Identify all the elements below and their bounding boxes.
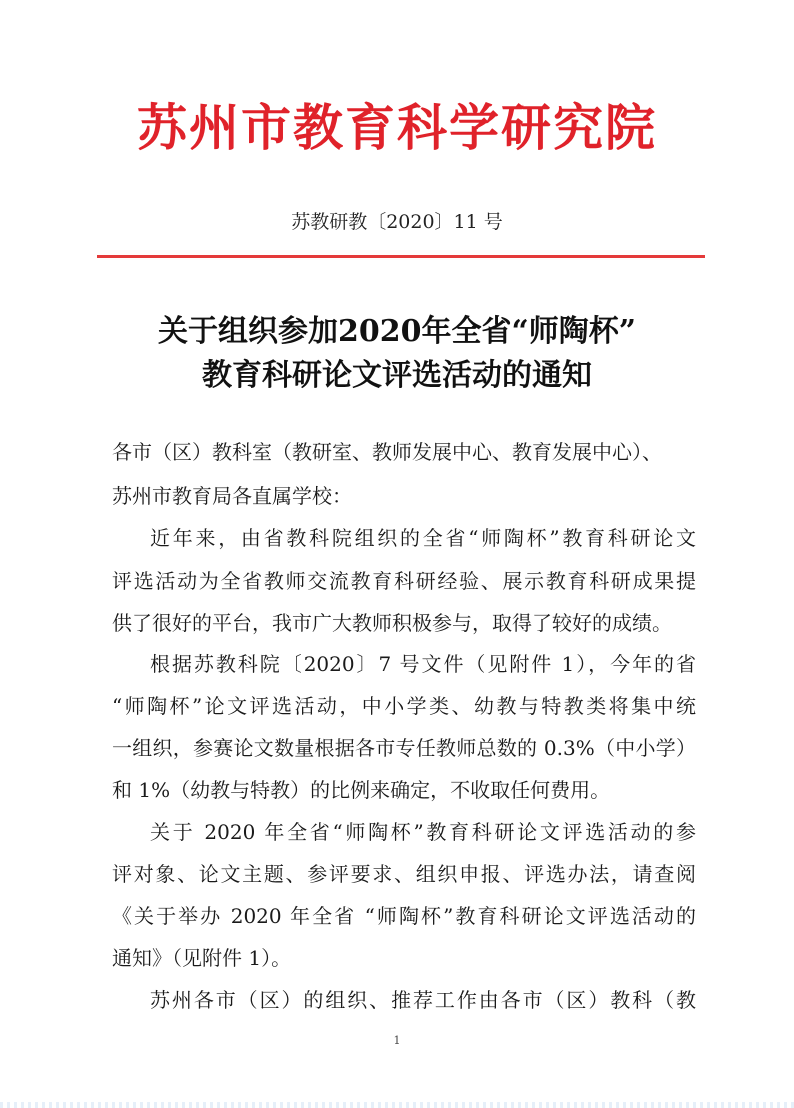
paragraph-1-line-2: 评选活动为全省教师交流教育科研经验、展示教育科研成果提	[112, 569, 696, 593]
paragraph-2-line-1: 根据苏教科院〔2020〕7 号文件（见附件 1），今年的省	[150, 652, 696, 676]
document-title-line-2: 教育科研论文评选活动的通知	[202, 358, 592, 393]
masthead-organization: 苏州市教育科学研究院	[137, 98, 657, 157]
scan-edge-artifact	[0, 1102, 794, 1108]
document-title-line-1: 关于组织参加2020年全省“师陶杯”	[157, 314, 636, 349]
paragraph-2-line-4: 和 1%（幼教与特教）的比例来确定，不收取任何费用。	[112, 778, 611, 802]
paragraph-1-line-3: 供了很好的平台，我市广大教师积极参与，取得了较好的成绩。	[112, 611, 672, 635]
page-number: 1	[393, 1034, 401, 1047]
addressee-line-2: 苏州市教育局各直属学校：	[112, 484, 352, 508]
paragraph-4-line-1: 苏州各市（区）的组织、推荐工作由各市（区）教科（教	[150, 988, 696, 1012]
document-number: 苏教研教〔2020〕11 号	[291, 211, 503, 233]
paragraph-1-line-1: 近年来，由省教科院组织的全省“师陶杯”教育科研论文	[150, 526, 696, 550]
paragraph-3-line-3: 《关于举办 2020 年全省 “师陶杯”教育科研论文评选活动的	[112, 904, 696, 928]
paragraph-3-line-1: 关于 2020 年全省“师陶杯”教育科研论文评选活动的参	[150, 820, 696, 844]
paragraph-2-line-3: 一组织，参赛论文数量根据各市专任教师总数的 0.3%（中小学）	[112, 736, 696, 760]
header-red-rule	[97, 255, 705, 258]
paragraph-3-line-4: 通知》（见附件 1）。	[112, 946, 292, 970]
paragraph-2-line-2: “师陶杯”论文评选活动，中小学类、幼教与特教类将集中统	[112, 694, 696, 718]
addressee-line-1: 各市（区）教科室（教研室、教师发展中心、教育发展中心）、	[112, 440, 662, 464]
paragraph-3-line-2: 评对象、论文主题、参评要求、组织申报、评选办法，请查阅	[112, 862, 696, 886]
